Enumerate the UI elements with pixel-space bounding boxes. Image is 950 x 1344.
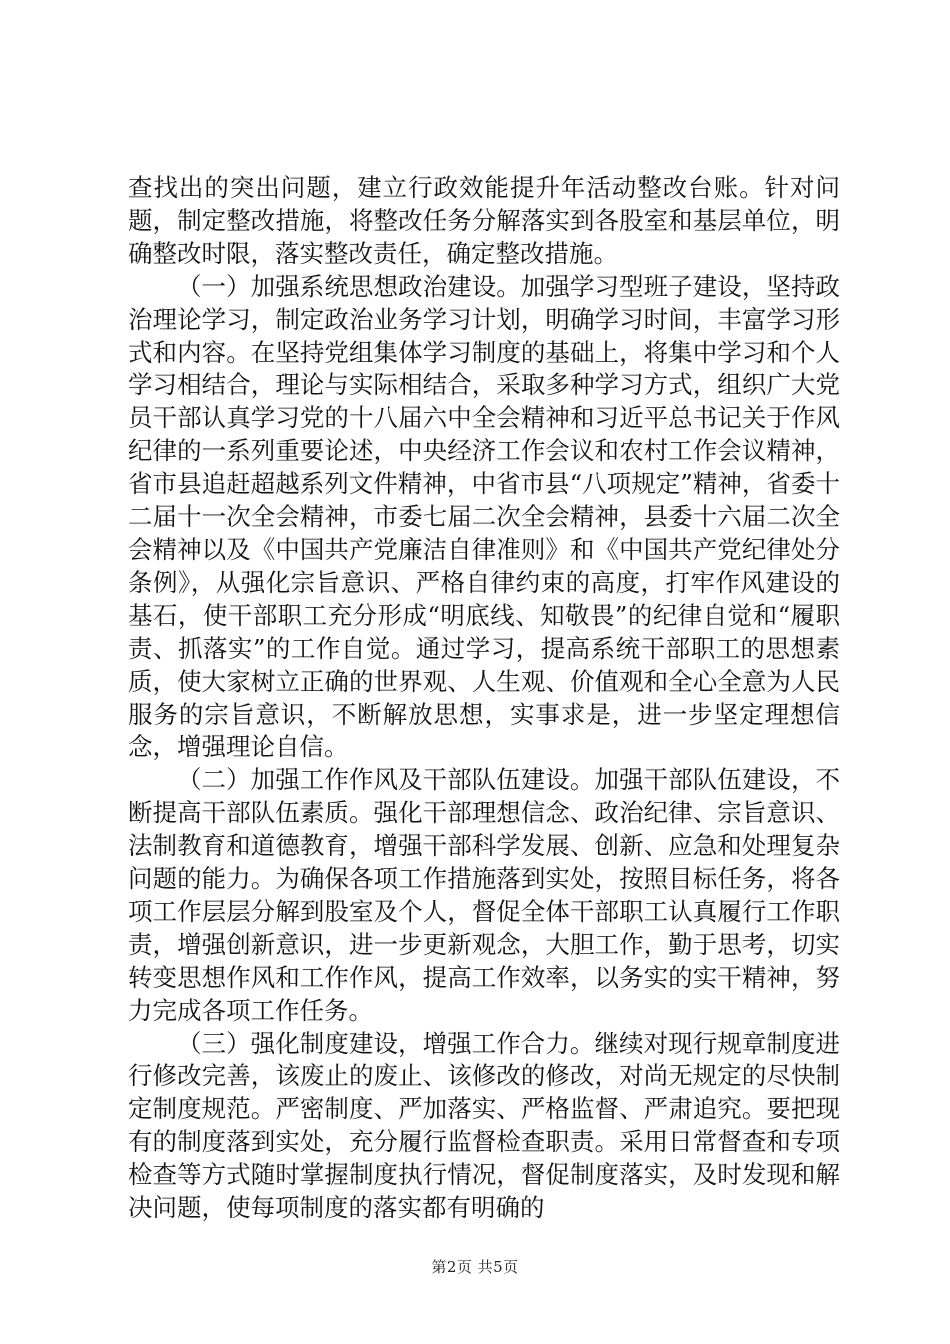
document-body: [128, 172, 840, 1225]
paragraph-continuation: 查找出的突出问题，建立行政效能提升年活动整改台账。针对问题，制定整改措施，将整改任务分解落实到各股室和基层单位，明确整改时限，落实整改责任，确定整改措施。: [128, 173, 840, 268]
paragraph-section-1: （一）加强系统思想政治建设。加强学习型班子建设，坚持政治理论学习，制定政治业务学习计划，明确学习时间，丰富学习形式和内容。在坚持党组集体学习制度的基础上，将集中学习和个人学习相结合，理论与实际相结合，采取多种学习方式，组织广大党员干部认真学习党的十八届六中全会精神和习近平总书记关于作风纪律的一系列重要论述，中央经济工作会议和农村工作会议精神，省市县追赶超越系列文件精神，中省市县“八项规定”精神，省委十二届十一次全会精神，市委七届二次全会精神，县委十六届二次全会精神以及《中国共产党廉洁自律准则》和《中国共产党纪律处分条例》，从强化宗旨意识、严格自律约束的高度，打牢作风建设的基石，使干部职工充分形成“明底线、知敬畏”的纪律自觉和“履职责、抓落实”的工作自觉。通过学习，提高系统干部职工的思想素质，使大家树立正确的世界观、人生观、价值观和全心全意为人民服务的宗旨意识，不断解放思想，实事求是，进一步坚定理想信念，增强理论自信。: [128, 271, 840, 762]
page-footer: 第2页 共5页: [431, 1258, 519, 1276]
paragraph-section-2: （二）加强工作作风及干部队伍建设。加强干部队伍建设，不断提高干部队伍素质。强化干部理想信念、政治纪律、宗旨意识、法制教育和道德教育，增强干部科学发展、创新、应急和处理复杂问题的能力。为确保各项工作措施落到实处，按照目标任务，将各项工作层层分解到股室及个人，督促全体干部职工认真履行工作职责，增强创新意识，进一步更新观念，大胆工作，勤于思考，切实转变思想作风和工作作风，提高工作效率，以务实的实干精神，努力完成各项工作任务。: [128, 765, 840, 1025]
paragraph-section-3: （三）强化制度建设，增强工作合力。继续对现行规章制度进行修改完善，该废止的废止、该修改的修改，对尚无规定的尽快制定制度规范。严密制度、严加落实、严格监督、严肃追究。要把现有的制度落到实处，充分履行监督检查职责。采用日常督查和专项检查等方式随时掌握制度执行情况，督促制度落实，及时发现和解决问题，使每项制度的落实都有明确的: [128, 1028, 840, 1223]
